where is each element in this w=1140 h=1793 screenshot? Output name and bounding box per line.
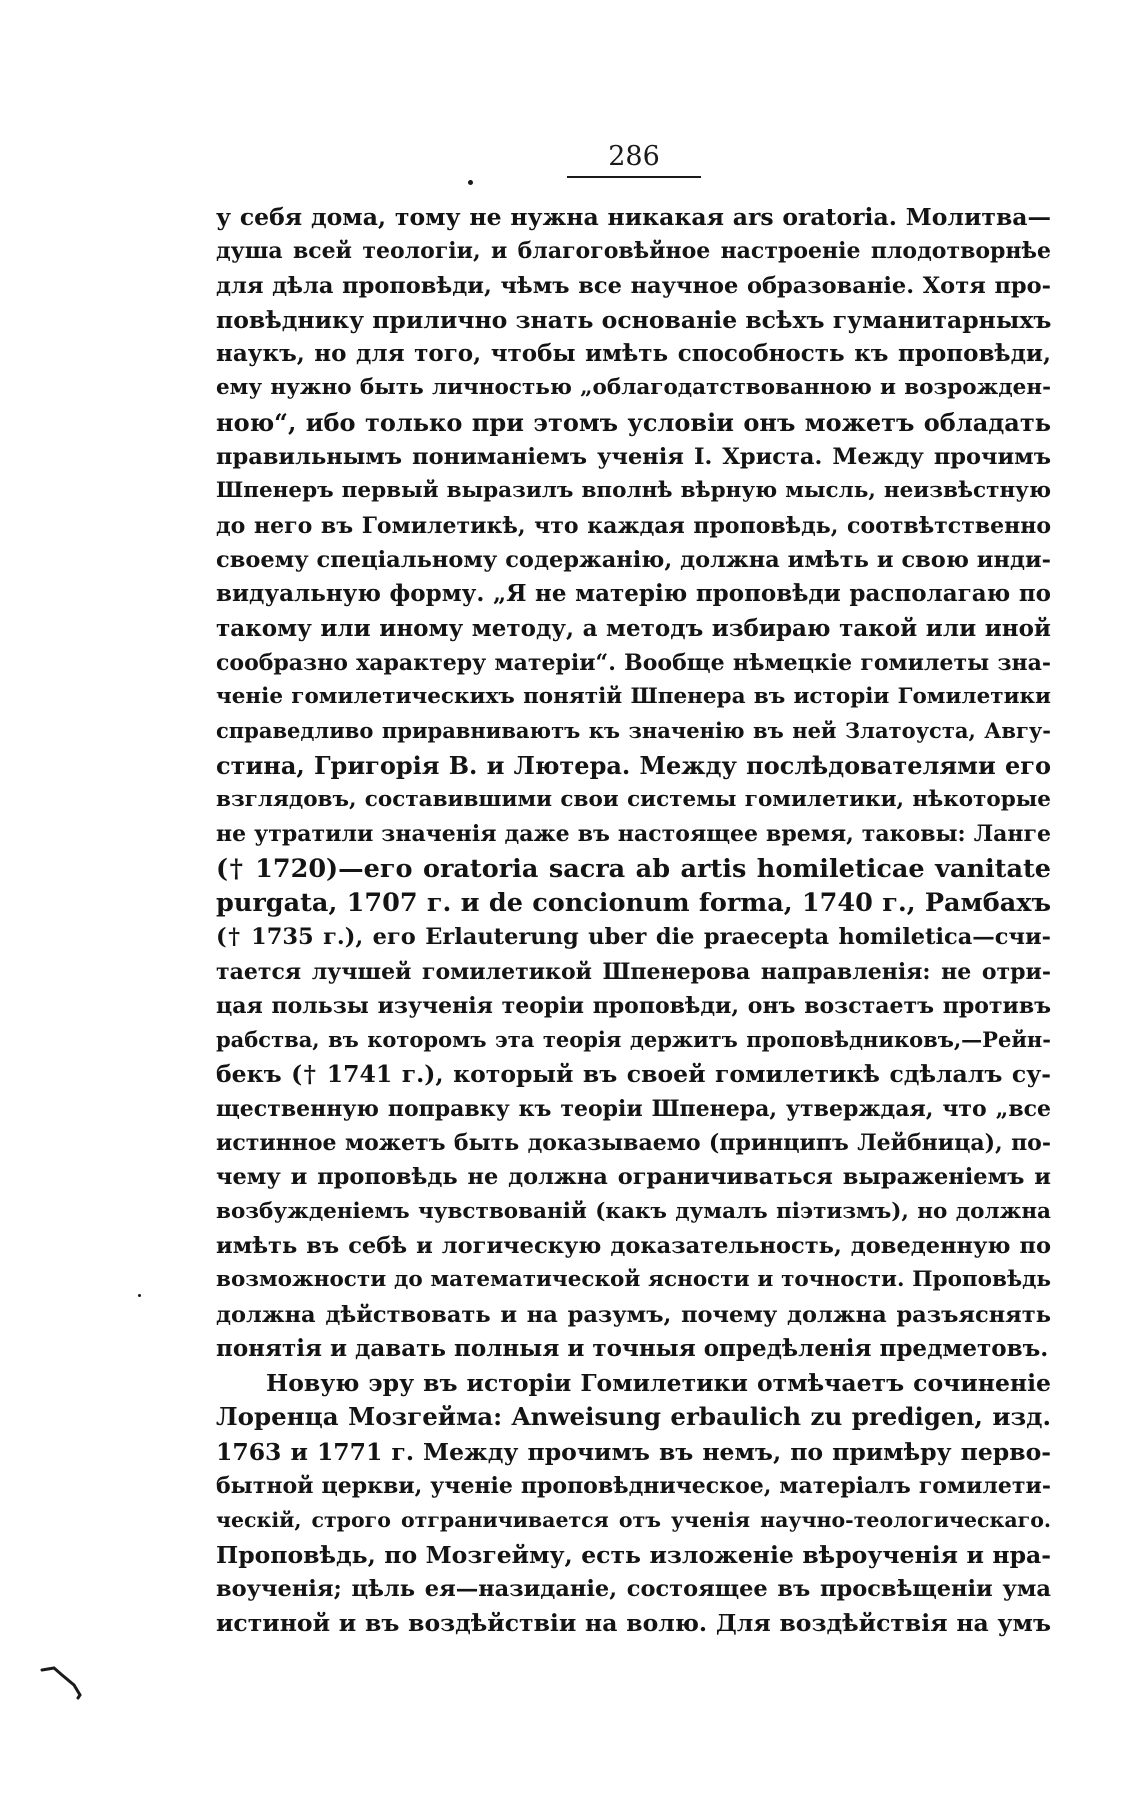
page-header <box>567 142 701 178</box>
text-line: Шпенеръ первый выразилъ вполнѣ вѣрную мысль, неизвѣстную <box>216 478 1051 504</box>
text-line: возможности до математической ясности и точности. Проповѣдь <box>216 1267 1051 1293</box>
text-line: у себя дома, тому не нужна никакая ars oratoria. Молитва— <box>216 203 1051 231</box>
text-line: щественную поправку къ теоріи Шпенера, утверждая, что „все <box>216 1095 1051 1122</box>
text-line: стина, Григорія В. и Лютера. Между послѣдователями его <box>216 750 1051 780</box>
margin-pencil-mark <box>40 1665 90 1705</box>
text-line: Новую эру въ исторіи Гомилетики отмѣчаетъ сочиненіе <box>266 1369 1051 1398</box>
text-line: понятія и давать полныя и точныя опредѣленія предметовъ. <box>216 1334 1049 1362</box>
text-line: видуальную форму. „Я не матерію проповѣди располагаю по <box>216 580 1051 608</box>
body-text <box>216 200 1051 1640</box>
text-line: ченіе гомилетическихъ понятій Шпенера въ исторіи Гомилетики <box>216 684 1051 710</box>
text-line: бекъ († 1741 г.), который въ своей гомилетикѣ сдѣлалъ су- <box>216 1060 1051 1089</box>
text-line: правильнымъ пониманіемъ ученія І. Христа. Между прочимъ <box>216 444 1051 471</box>
text-line: возбужденіемъ чувствованій (какъ думалъ піэтизмъ), но должна <box>216 1198 1051 1224</box>
text-line: Проповѣдь, по Мозгейму, есть изложеніе вѣроученія и нра- <box>216 1540 1051 1569</box>
text-line: душа всей теологіи, и благоговѣйное настроеніе плодотворнѣе <box>216 238 1051 265</box>
text-line: рабства, въ которомъ эта теорія держитъ проповѣдниковъ,—Рейн- <box>216 1027 1051 1053</box>
text-line: имѣть въ себѣ и логическую доказательность, доведенную по <box>216 1232 1051 1259</box>
text-line: наукъ, но для того, чтобы имѣть способность къ проповѣди, <box>216 340 1051 368</box>
text-line: не утратили значенія даже въ настоящее время, таковы: Ланге <box>216 821 1051 848</box>
print-speck <box>138 1294 141 1297</box>
text-line: воученія; цѣль ея—назиданіе, состоящее въ просвѣщеніи ума <box>216 1575 1051 1602</box>
text-line: ческій, строго отграничивается отъ ученія научно-теологическаго. <box>216 1508 1051 1533</box>
text-line: ною“, ибо только при этомъ условіи онъ можетъ обладать <box>216 407 1051 437</box>
text-line: повѣднику прилично знать основаніе всѣхъ гуманитарныхъ <box>216 305 1051 334</box>
text-line: бытной церкви, ученіе проповѣдническое, матеріалъ гомилети- <box>216 1472 1051 1499</box>
text-line: purgata, 1707 г. и de concionum forma, 1740 г., Рамбахъ <box>216 887 1051 918</box>
text-line: истиной и въ воздѣйствіи на волю. Для воздѣйствія на умъ <box>216 1609 1051 1638</box>
page-number: 286 <box>608 141 660 172</box>
text-line: тается лучшей гомилетикой Шпенерова направленія: не отри- <box>216 958 1051 985</box>
page-number-rule <box>567 176 701 178</box>
text-line: цая пользы изученія теоріи проповѣди, онъ возстаетъ противъ <box>216 992 1051 1019</box>
text-line: чему и проповѣдь не должна ограничиваться выраженіемъ и <box>216 1164 1051 1191</box>
text-line: истинное можетъ быть доказываемо (принципъ Лейбница), по- <box>216 1130 1051 1157</box>
text-line: ему нужно быть личностью „облагодатствованною и возрожден- <box>216 375 1051 401</box>
text-line: должна дѣйствовать и на разумъ, почему должна разъяснять <box>216 1301 1051 1328</box>
text-line: († 1735 г.), его Erlauterung uber die praecepta homiletica—счи- <box>216 924 1051 951</box>
text-line: своему спеціальному содержанію, должна имѣть и свою инди- <box>216 546 1051 573</box>
text-line: сообразно характеру матеріи“. Вообще нѣмецкіе гомилеты зна- <box>216 649 1051 676</box>
text-line: 1763 и 1771 г. Между прочимъ въ немъ, по примѣру перво- <box>216 1437 1051 1466</box>
text-line: справедливо приравниваютъ къ значенію въ ней Златоуста, Авгу- <box>216 718 1051 744</box>
print-speck <box>468 180 473 185</box>
text-line: до него въ Гомилетикѣ, что каждая проповѣдь, соотвѣтственно <box>216 512 1051 539</box>
text-line: такому или иному методу, а методъ избираю такой или иной <box>216 614 1051 642</box>
text-line: Лоренца Мозгейма: Anweisung erbaulich zu predigen, изд. <box>216 1402 1051 1432</box>
text-line: взглядовъ, составившими свои системы гомилетики, нѣкоторые <box>216 787 1051 813</box>
text-line: для дѣла проповѣди, чѣмъ все научное образованіе. Хотя про- <box>216 272 1051 299</box>
text-line: († 1720)—его oratoria sacra ab artis homileticae vanitate <box>216 853 1051 884</box>
